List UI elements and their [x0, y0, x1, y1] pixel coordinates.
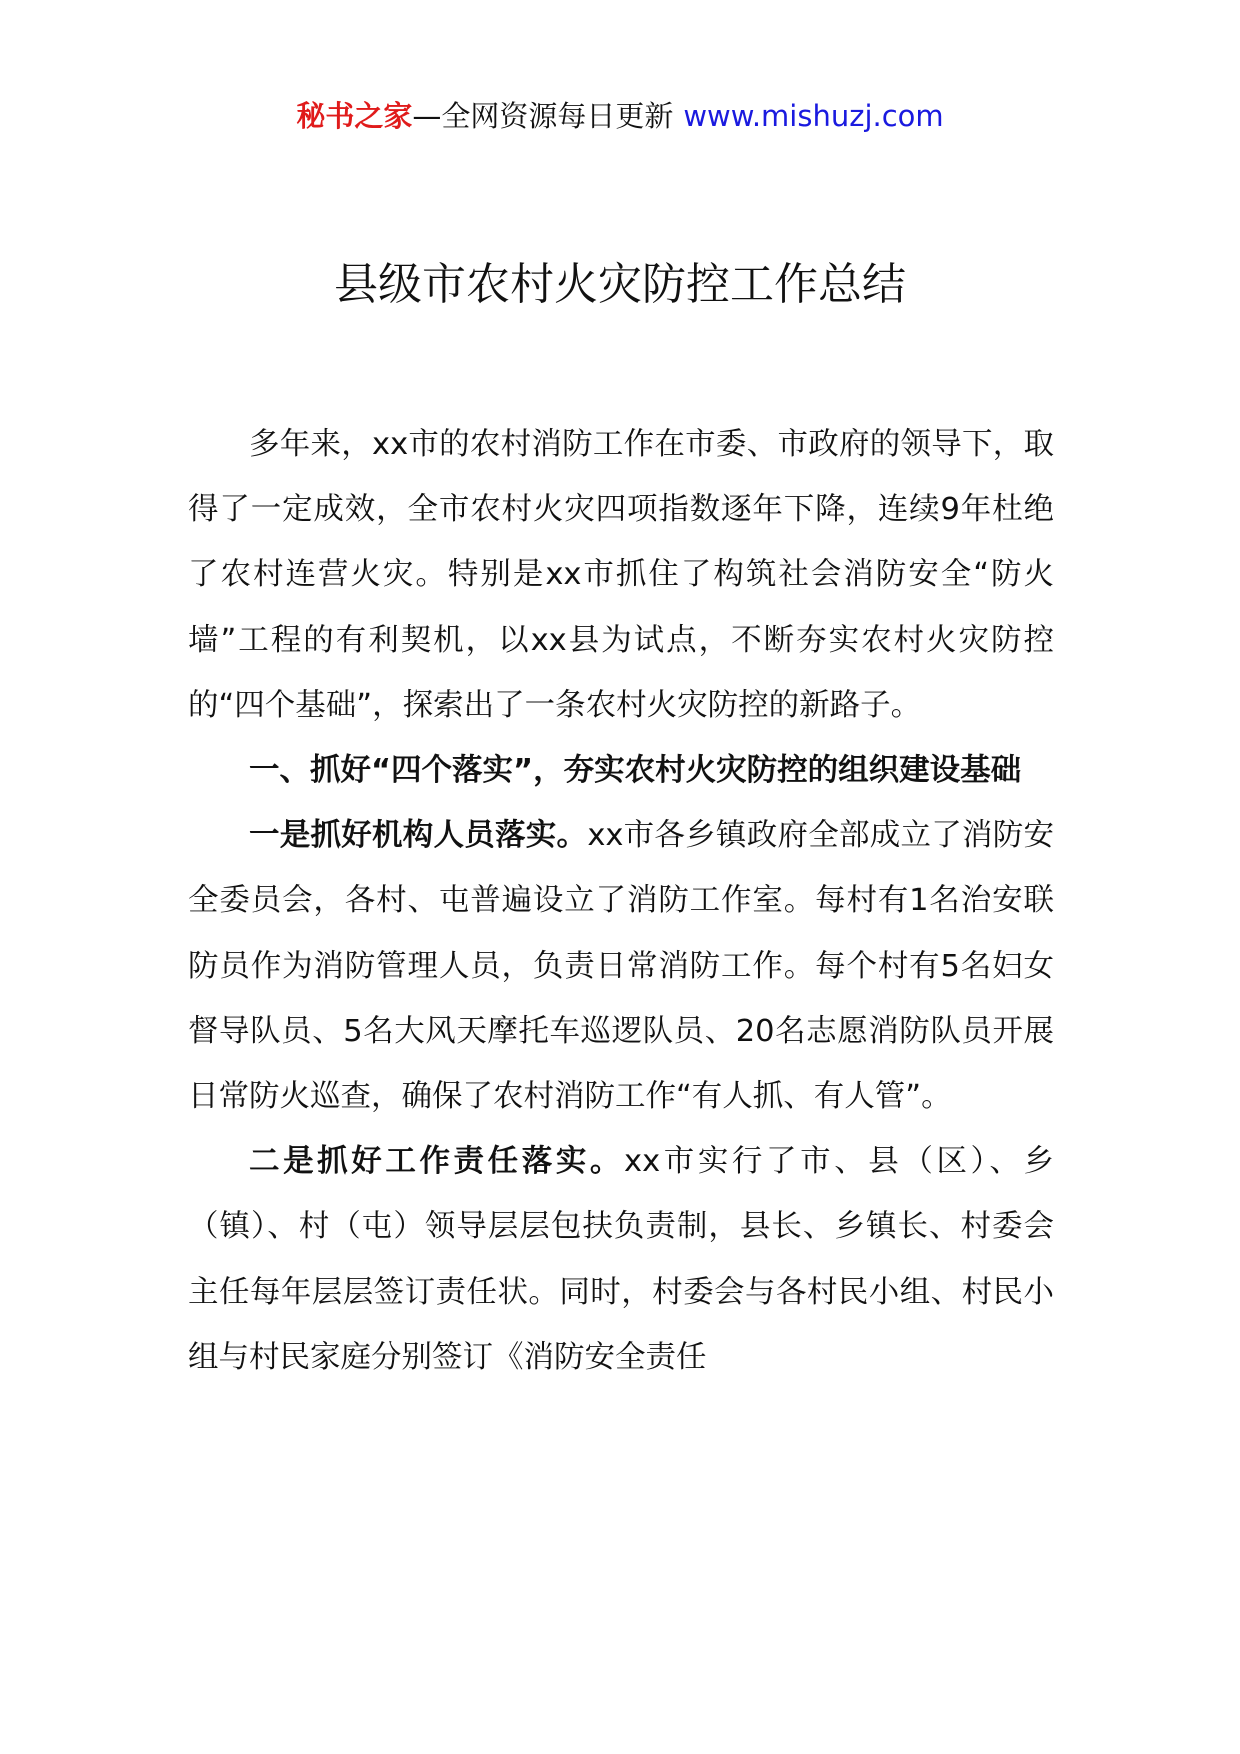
- paragraph-lead: 一是抓好机构人员落实。: [249, 818, 588, 854]
- paragraph-text: xx市各乡镇政府全部成立了消防安全委员会，各村、屯普遍设立了消防工作室。每村有1名治安联防员作为消防管理人员，负责日常消防工作。每个村有5名妇女督导队员、5名大风天摩托车巡逻队员、20名志愿消防队员开展日常防火巡查，确保了农村消防工作“有人抓、有人管”。: [188, 818, 1054, 1115]
- site-url-link[interactable]: www.mishuzj.com: [683, 99, 944, 133]
- section-heading: 一、抓好“四个落实”，夯实农村火灾防控的组织建设基础: [249, 753, 1022, 789]
- document-title: 县级市农村火灾防控工作总结: [334, 259, 906, 310]
- body-paragraph: [188, 1129, 1054, 1390]
- brand-name: 秘书之家: [296, 99, 413, 133]
- site-banner: [0, 96, 1240, 136]
- intro-paragraph: 多年来，xx市的农村消防工作在市委、市政府的领导下，取得了一定成效，全市农村火灾四项指数逐年下降，连续9年杜绝了农村连营火灾。特别是xx市抓住了构筑社会消防安全“防火墙”工程的有利契机，以xx县为试点，不断夯实农村火灾防控的“四个基础”，探索出了一条农村火灾防控的新路子。: [188, 427, 1054, 723]
- document-body: [188, 412, 1054, 1390]
- paragraph-lead: 二是抓好工作责任落实。: [249, 1144, 625, 1180]
- paragraph-text: xx市实行了市、县（区）、乡（镇）、村（屯）领导层层包扶负责制，县长、乡镇长、村委会主任每年层层签订责任状。同时，村委会与各村民小组、村民小组与村民家庭分别签订《消防安全责任: [188, 1144, 1054, 1375]
- banner-tagline: —全网资源每日更新: [412, 99, 674, 133]
- body-paragraph: [188, 803, 1054, 1129]
